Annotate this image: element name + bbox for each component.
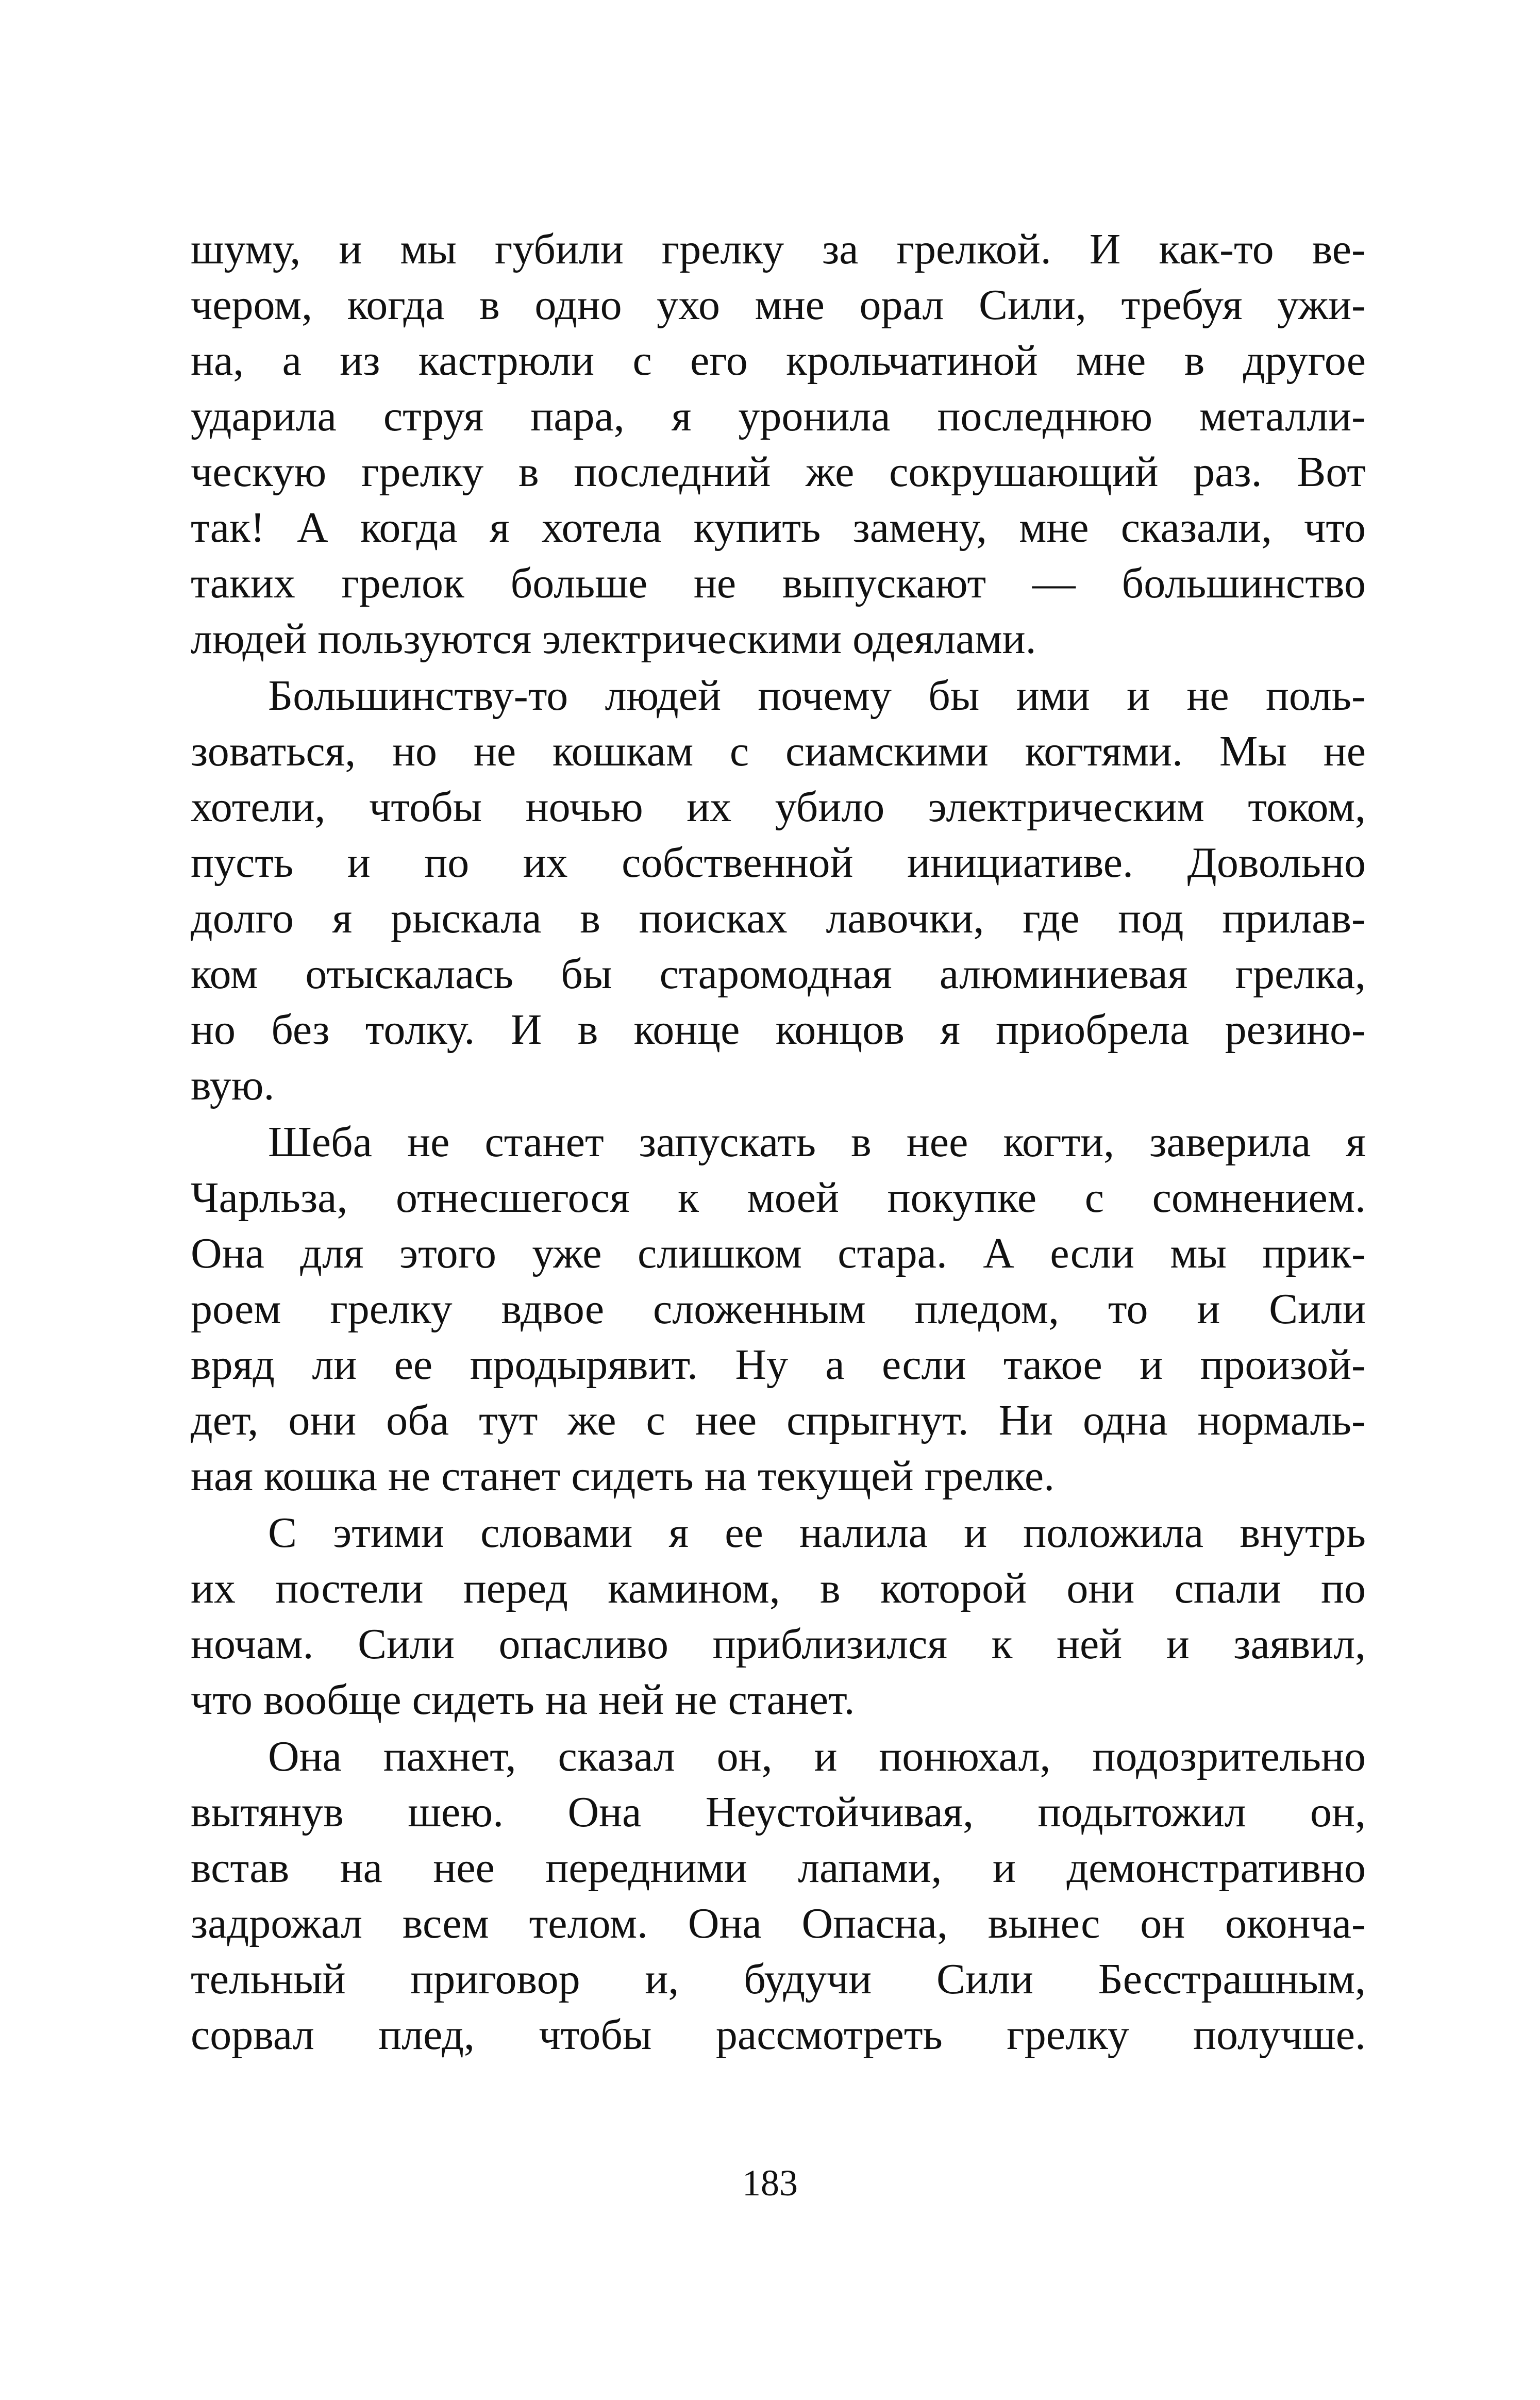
text-line: тельный приговор и, будучи Сили Бесстрашным,: [191, 1955, 1366, 2003]
text-line: что вообще сидеть на ней не станет.: [191, 1676, 855, 1724]
text-line: ударила струя пара, я уронила последнюю металли-: [191, 392, 1366, 440]
paragraph-2: [191, 668, 1366, 1113]
text-line: зоваться, но не кошкам с сиамскими когтями. Мы не: [191, 727, 1366, 775]
text-line: пусть и по их собственной инициативе. Довольно: [191, 839, 1366, 887]
text-line: С этими словами я ее налила и положила внутрь: [268, 1509, 1366, 1557]
text-line: хотели, чтобы ночью их убило электрическим током,: [191, 783, 1366, 831]
text-line: задрожал всем телом. Она Опасна, вынес он оконча-: [191, 1899, 1366, 1947]
paragraph-3: [191, 1114, 1366, 1504]
text-line: Шеба не станет запускать в нее когти, заверила я: [268, 1118, 1366, 1166]
text-line: так! А когда я хотела купить замену, мне сказали, что: [191, 504, 1366, 552]
body-text: [191, 222, 1366, 2064]
text-line: ком отыскалась бы старомодная алюминиевая грелка,: [191, 950, 1366, 998]
text-line: вытянув шею. Она Неустойчивая, подытожил он,: [191, 1788, 1366, 1836]
paragraph-4: [191, 1505, 1366, 1728]
text-line: вряд ли ее продырявит. Ну а если такое и произой-: [191, 1341, 1366, 1389]
text-line: ческую грелку в последний же сокрушающий раз. Вот: [191, 448, 1366, 496]
text-line: таких грелок больше не выпускают — большинство: [191, 559, 1366, 607]
paragraph-1: [191, 222, 1366, 667]
text-line: ная кошка не станет сидеть на текущей грелке.: [191, 1452, 1055, 1500]
text-line: но без толку. И в конце концов я приобрела резино-: [191, 1006, 1366, 1054]
text-line: их постели перед камином, в которой они спали по: [191, 1564, 1366, 1612]
text-line: встав на нее передними лапами, и демонстративно: [191, 1844, 1366, 1892]
text-line: шуму, и мы губили грелку за грелкой. И как-то ве-: [191, 225, 1366, 273]
text-line: вую.: [191, 1061, 275, 1109]
paragraph-5: [191, 1729, 1366, 2063]
text-line: долго я рыскала в поисках лавочки, где под прилав-: [191, 894, 1366, 942]
text-line: Она для этого уже слишком стара. А если мы прик-: [191, 1229, 1366, 1277]
page-number: 183: [742, 2162, 798, 2204]
text-line: чером, когда в одно ухо мне орал Сили, требуя ужи-: [191, 281, 1366, 329]
text-line: Она пахнет, сказал он, и понюхал, подозрительно: [268, 1732, 1366, 1780]
text-line: на, а из кастрюли с его крольчатиной мне в другое: [191, 337, 1366, 385]
text-line: сорвал плед, чтобы рассмотреть грелку получше.: [191, 2011, 1366, 2059]
text-line: Большинству-то людей почему бы ими и не поль-: [268, 672, 1366, 720]
text-line: ночам. Сили опасливо приблизился к ней и заявил,: [191, 1620, 1366, 1668]
text-line: Чарльза, отнесшегося к моей покупке с сомнением.: [191, 1174, 1366, 1222]
text-line: людей пользуются электрическими одеялами.: [191, 615, 1036, 663]
text-line: дет, они оба тут же с нее спрыгнут. Ни одна нормаль-: [191, 1396, 1366, 1444]
text-line: роем грелку вдвое сложенным пледом, то и Сили: [191, 1285, 1366, 1333]
